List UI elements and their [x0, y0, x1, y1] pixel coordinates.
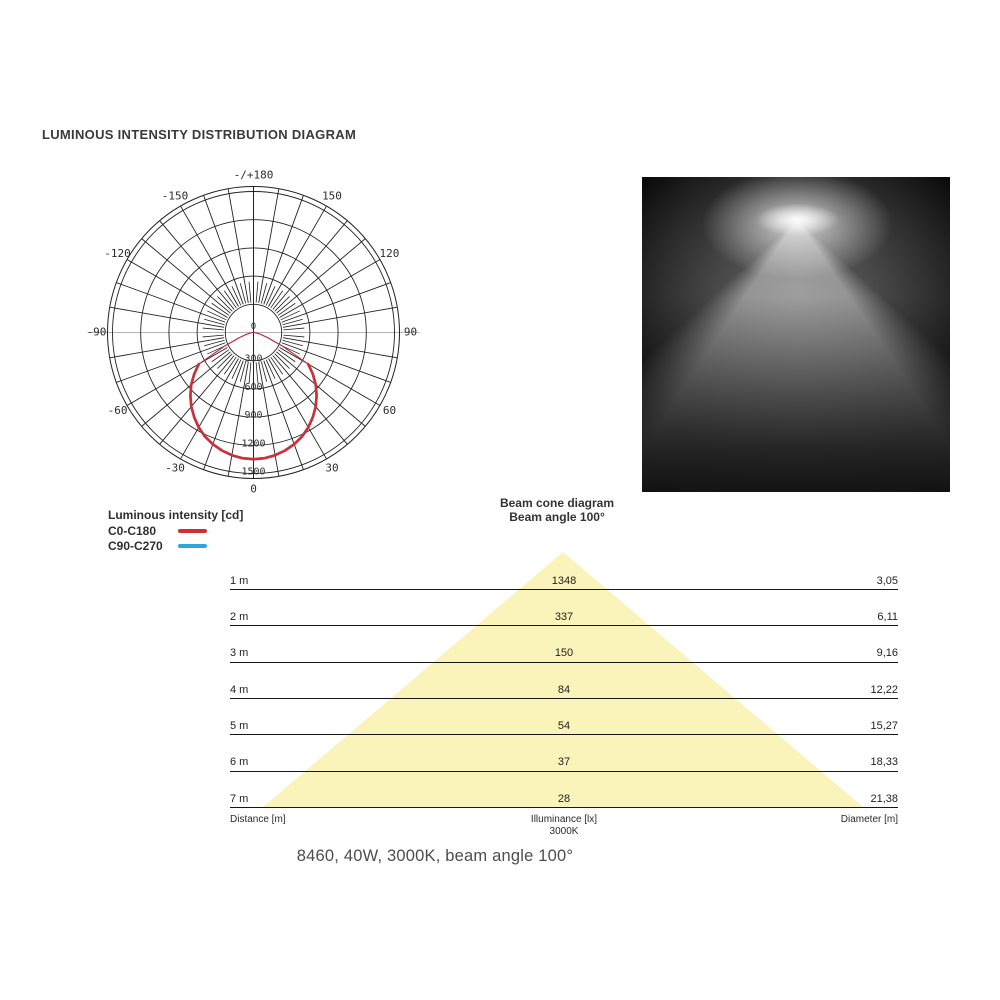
legend-title: Luminous intensity [cd] — [108, 508, 244, 522]
beam-row-line — [230, 807, 898, 808]
polar-spoke — [256, 362, 258, 383]
polar-spoke — [283, 307, 397, 327]
beam-distance-value: 2 m — [230, 610, 249, 623]
beam-diameter-value: 15,27 — [870, 719, 898, 732]
beam-illuminance-value: 54 — [557, 719, 571, 732]
polar-spoke — [110, 307, 224, 327]
legend-swatch-c90-c270-cyan-line — [178, 544, 207, 548]
polar-spoke — [283, 338, 397, 358]
polar-spoke — [256, 282, 258, 303]
beam-footer-illuminance-label: Illuminance [lx] — [530, 814, 598, 825]
beam-photo — [642, 177, 950, 492]
angle-label: 90 — [403, 325, 418, 339]
radial-tick-label: 600 — [244, 381, 263, 393]
angle-label: -30 — [165, 461, 185, 475]
beam-row-line — [230, 625, 898, 626]
beam-footer-distance-label: Distance [m] — [230, 814, 286, 825]
polar-spoke — [203, 328, 224, 330]
beam-distance-value: 6 m — [230, 756, 249, 769]
polar-spoke — [259, 189, 279, 303]
beam-diameter-value: 12,22 — [870, 683, 898, 696]
legend-label-c90-c270: C90-C270 — [108, 538, 163, 553]
radial-tick-label: 900 — [244, 410, 263, 422]
angle-label: 120 — [379, 247, 400, 260]
beam-cone-heading — [457, 496, 657, 524]
legend-label-c0-c180: C0-C180 — [108, 523, 157, 538]
beam-diameter-value: 21,38 — [870, 792, 898, 805]
angle-label: -90 — [86, 325, 107, 339]
beam-row-line — [230, 771, 898, 772]
polar-intensity-chart — [40, 165, 460, 505]
radial-tick-label: 1500 — [241, 466, 266, 478]
beam-distance-value: 5 m — [230, 719, 249, 732]
polar-spoke — [249, 282, 251, 303]
beam-row-line — [230, 734, 898, 735]
beam-illuminance-value: 1348 — [551, 574, 577, 587]
beam-distance-value: 1 m — [230, 574, 249, 587]
radial-tick-label: 300 — [244, 353, 263, 365]
legend-item-c90-c270 — [108, 538, 243, 553]
beam-illuminance-value: 28 — [557, 792, 571, 805]
angle-label: 150 — [322, 189, 342, 203]
beam-diameter-value: 3,05 — [876, 574, 898, 587]
beam-diameter-value: 6,11 — [877, 610, 898, 623]
polar-spoke — [283, 335, 304, 337]
beam-illuminance-value: 150 — [554, 647, 574, 660]
beam-diameter-value: 18,33 — [870, 756, 898, 769]
beam-row-line — [230, 662, 898, 663]
angle-label: -/+180 — [233, 168, 274, 182]
beam-illuminance-value: 84 — [557, 683, 571, 696]
beam-cone-heading-line2: Beam angle 100° — [509, 510, 605, 524]
radial-tick-label: 1200 — [241, 438, 266, 450]
angle-label: 30 — [325, 461, 339, 475]
beam-footer-illuminance — [230, 814, 898, 838]
angle-label: -150 — [161, 189, 189, 203]
beam-row-line — [230, 589, 898, 590]
angle-label: 0 — [250, 482, 257, 496]
angle-label: 60 — [382, 404, 397, 417]
beam-footer-diameter-label: Diameter [m] — [840, 814, 898, 825]
beam-cone-diagram — [230, 552, 898, 842]
angle-label: -60 — [107, 404, 128, 417]
polar-spoke — [249, 362, 251, 383]
polar-center-label: 0 — [250, 322, 257, 332]
page-title: LUMINOUS INTENSITY DISTRIBUTION DIAGRAM — [42, 127, 357, 142]
polar-spoke — [203, 335, 224, 337]
beam-row-line — [230, 698, 898, 699]
beam-distance-value: 7 m — [230, 792, 249, 805]
polar-spoke — [283, 328, 304, 330]
beam-cone-heading-line1: Beam cone diagram — [499, 496, 615, 510]
beam-distance-value: 3 m — [230, 647, 249, 660]
angle-label: -120 — [104, 247, 131, 260]
beam-footer-cct-label: 3000K — [549, 826, 579, 837]
legend-swatch-c0-c180-red-line — [178, 529, 207, 533]
polar-spoke — [228, 189, 248, 303]
beam-distance-value: 4 m — [230, 683, 249, 696]
polar-spoke — [110, 338, 224, 358]
legend-item-c0-c180 — [108, 523, 243, 538]
beam-illuminance-value: 337 — [554, 610, 574, 623]
intensity-legend — [108, 508, 243, 553]
beam-diameter-value: 9,16 — [876, 647, 898, 660]
product-caption: 8460, 40W, 3000K, beam angle 100° — [296, 847, 574, 865]
beam-illuminance-value: 37 — [557, 756, 571, 769]
